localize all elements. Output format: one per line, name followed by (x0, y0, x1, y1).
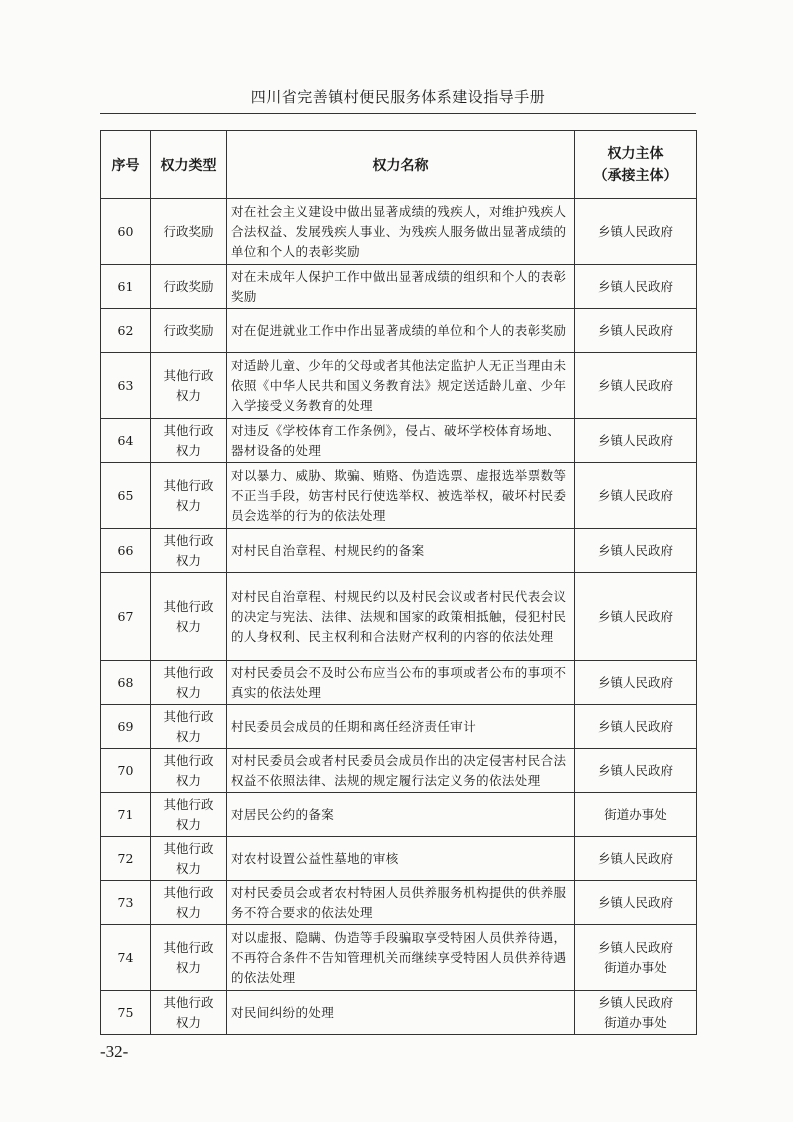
power-list-table (100, 130, 697, 1035)
power-subject: 乡镇人民政府 (575, 749, 697, 793)
power-type: 行政奖励 (151, 265, 227, 309)
table-row (101, 925, 697, 991)
power-name: 对农村设置公益性墓地的审核 (227, 837, 575, 881)
power-name: 对居民公约的备案 (227, 793, 575, 837)
power-type: 其他行政 权力 (151, 749, 227, 793)
power-type: 其他行政 权力 (151, 529, 227, 573)
power-subject: 乡镇人民政府 (575, 529, 697, 573)
power-subject: 乡镇人民政府 (575, 573, 697, 661)
col-header-num: 序号 (101, 131, 151, 199)
row-number: 64 (101, 419, 151, 463)
table-row (101, 529, 697, 573)
row-number: 62 (101, 309, 151, 353)
table-row (101, 265, 697, 309)
power-name: 对村民自治章程、村规民约以及村民会议或者村民代表会议的决定与宪法、法律、法规和国家的政策相抵触，侵犯村民的人身权利、民主权利和合法财产权利的内容的依法处理 (227, 573, 575, 661)
power-subject: 乡镇人民政府 (575, 309, 697, 353)
table-row (101, 309, 697, 353)
power-name: 对村民委员会不及时公布应当公布的事项或者公布的事项不真实的依法处理 (227, 661, 575, 705)
power-name: 对违反《学校体育工作条例》，侵占、破坏学校体育场地、器材设备的处理 (227, 419, 575, 463)
row-number: 72 (101, 837, 151, 881)
row-number: 63 (101, 353, 151, 419)
table-row (101, 661, 697, 705)
table-row (101, 353, 697, 419)
table-row (101, 199, 697, 265)
row-number: 74 (101, 925, 151, 991)
row-number: 73 (101, 881, 151, 925)
power-subject: 乡镇人民政府 (575, 661, 697, 705)
table-header-row (101, 131, 697, 199)
page-number: -32- (100, 1042, 129, 1061)
col-header-subject: 权力主体 （承接主体） (575, 131, 697, 199)
power-type: 其他行政 权力 (151, 793, 227, 837)
power-type: 其他行政 权力 (151, 573, 227, 661)
power-type: 行政奖励 (151, 309, 227, 353)
row-number: 75 (101, 991, 151, 1035)
power-subject: 乡镇人民政府 (575, 353, 697, 419)
power-subject: 乡镇人民政府 (575, 837, 697, 881)
table-row (101, 749, 697, 793)
power-type: 其他行政 权力 (151, 419, 227, 463)
power-name: 对村民委员会或者农村特困人员供养服务机构提供的供养服务不符合要求的依法处理 (227, 881, 575, 925)
table-row (101, 463, 697, 529)
power-name: 对在促进就业工作中作出显著成绩的单位和个人的表彰奖励 (227, 309, 575, 353)
table-row (101, 881, 697, 925)
power-type: 其他行政 权力 (151, 925, 227, 991)
power-name: 村民委员会成员的任期和离任经济责任审计 (227, 705, 575, 749)
power-subject: 乡镇人民政府 (575, 419, 697, 463)
power-subject: 乡镇人民政府 街道办事处 (575, 925, 697, 991)
power-name: 对适龄儿童、少年的父母或者其他法定监护人无正当理由未依照《中华人民共和国义务教育法》规定送适龄儿童、少年入学接受义务教育的处理 (227, 353, 575, 419)
table-row (101, 991, 697, 1035)
power-subject: 街道办事处 (575, 793, 697, 837)
row-number: 69 (101, 705, 151, 749)
power-type: 其他行政 权力 (151, 991, 227, 1035)
power-name: 对民间纠纷的处理 (227, 991, 575, 1035)
power-subject: 乡镇人民政府 (575, 199, 697, 265)
power-subject: 乡镇人民政府 街道办事处 (575, 991, 697, 1035)
row-number: 67 (101, 573, 151, 661)
power-name: 对在未成年人保护工作中做出显著成绩的组织和个人的表彰奖励 (227, 265, 575, 309)
row-number: 61 (101, 265, 151, 309)
power-type: 其他行政 权力 (151, 353, 227, 419)
power-subject: 乡镇人民政府 (575, 881, 697, 925)
power-type: 行政奖励 (151, 199, 227, 265)
power-subject: 乡镇人民政府 (575, 265, 697, 309)
power-type: 其他行政 权力 (151, 705, 227, 749)
power-name: 对在社会主义建设中做出显著成绩的残疾人，对维护残疾人合法权益、发展残疾人事业、为残疾人服务做出显著成绩的单位和个人的表彰奖励 (227, 199, 575, 265)
power-name: 对村民委员会或者村民委员会成员作出的决定侵害村民合法权益不依照法律、法规的规定履行法定义务的依法处理 (227, 749, 575, 793)
row-number: 60 (101, 199, 151, 265)
power-name: 对以虚报、隐瞒、伪造等手段骗取享受特困人员供养待遇，不再符合条件不告知管理机关而继续享受特困人员供养待遇的依法处理 (227, 925, 575, 991)
power-type: 其他行政 权力 (151, 837, 227, 881)
row-number: 65 (101, 463, 151, 529)
table-row (101, 419, 697, 463)
col-header-type: 权力类型 (151, 131, 227, 199)
row-number: 66 (101, 529, 151, 573)
power-subject: 乡镇人民政府 (575, 463, 697, 529)
table-row (101, 837, 697, 881)
header-rule (100, 113, 696, 114)
table-row (101, 573, 697, 661)
power-name: 对村民自治章程、村规民约的备案 (227, 529, 575, 573)
power-type: 其他行政 权力 (151, 463, 227, 529)
page-header-title: 四川省完善镇村便民服务体系建设指导手册 (250, 88, 546, 106)
power-type: 其他行政 权力 (151, 881, 227, 925)
col-header-name: 权力名称 (227, 131, 575, 199)
power-subject: 乡镇人民政府 (575, 705, 697, 749)
table-row (101, 793, 697, 837)
power-name: 对以暴力、威胁、欺骗、贿赂、伪造选票、虚报选举票数等不正当手段，妨害村民行使选举权、被选举权，破坏村民委员会选举的行为的依法处理 (227, 463, 575, 529)
row-number: 68 (101, 661, 151, 705)
row-number: 70 (101, 749, 151, 793)
power-type: 其他行政 权力 (151, 661, 227, 705)
table-row (101, 705, 697, 749)
row-number: 71 (101, 793, 151, 837)
